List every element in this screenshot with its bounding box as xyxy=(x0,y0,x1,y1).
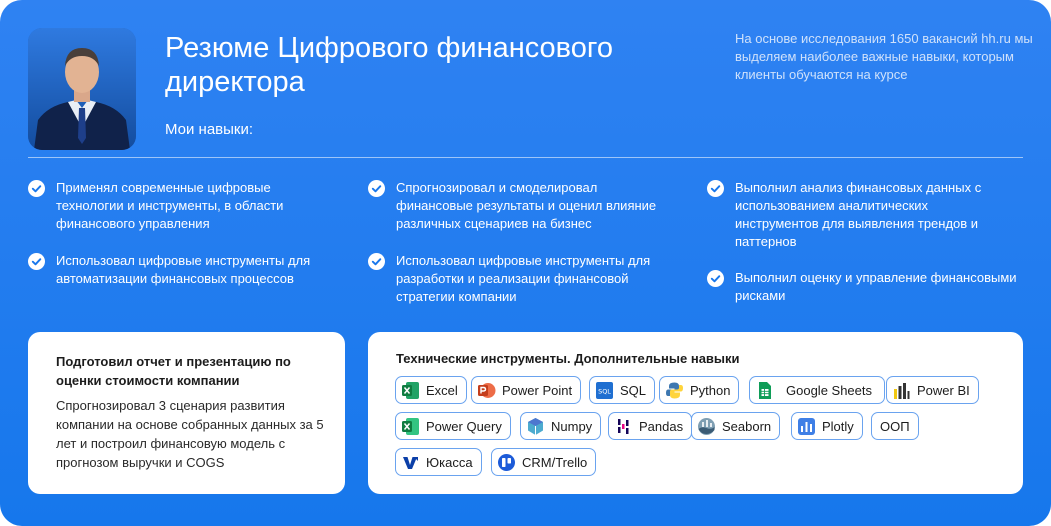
plotly-icon xyxy=(797,417,816,436)
report-panel xyxy=(28,332,345,494)
power-query-icon xyxy=(401,417,420,436)
tool-tag-yookassa xyxy=(395,448,482,476)
check-icon xyxy=(368,180,385,197)
tool-tag-python xyxy=(659,376,739,404)
tool-label: ООП xyxy=(880,418,910,434)
skill-text: Выполнил оценку и управление финансовыми рисками xyxy=(735,270,1017,303)
skill-item xyxy=(368,179,668,233)
page-title: Резюме Цифрового финансового директора xyxy=(165,32,613,98)
tool-label: Python xyxy=(690,382,731,398)
check-icon xyxy=(707,270,724,287)
tool-label: Plotly xyxy=(822,418,854,434)
skill-text: Применял современные цифровые технологии и инструменты, в области финансового управления xyxy=(56,180,284,231)
tool-tag-power-bi xyxy=(886,376,979,404)
skills-label: Мои навыки: xyxy=(165,121,254,138)
skill-item xyxy=(707,179,1007,251)
tool-tag-seaborn xyxy=(691,412,780,440)
tools-title: Технические инструменты. Дополнительные навыки xyxy=(396,351,740,366)
numpy-icon xyxy=(526,417,545,436)
research-note: На основе исследования 1650 вакансий hh.ru мы выделяем наиболее важные навыки, которым клиенты обучаются на курсе xyxy=(735,31,1033,82)
avatar xyxy=(28,28,136,150)
skill-item xyxy=(28,252,328,288)
tool-tag-crm-trello xyxy=(491,448,596,476)
tool-label: Pandas xyxy=(639,418,684,434)
tool-tag-google-sheets xyxy=(749,376,885,404)
sql-icon xyxy=(595,381,614,400)
python-icon xyxy=(665,381,684,400)
tool-label: CRM/Trello xyxy=(522,454,588,470)
check-icon xyxy=(707,180,724,197)
tool-label: SQL xyxy=(620,382,647,398)
tool-label: Seaborn xyxy=(722,418,772,434)
tool-tag-pandas xyxy=(608,412,692,440)
tool-tag-excel xyxy=(395,376,467,404)
tool-label: Юкасса xyxy=(426,454,473,470)
excel-icon xyxy=(401,381,420,400)
check-icon xyxy=(28,253,45,270)
report-text: Спрогнозировал 3 сценария развития компании на основе собранных данных за 5 лет и построил финансовую модель с прогнозом выручки и COGS xyxy=(56,398,324,470)
skill-text: Использовал цифровые инструменты для разработки и реализации финансовой стратегии компании xyxy=(396,253,651,304)
google-sheets-icon xyxy=(755,381,774,400)
powerpoint-icon xyxy=(477,381,496,400)
tool-tag-power-point xyxy=(471,376,581,404)
tool-tag-power-query xyxy=(395,412,511,440)
tool-label: Power Query xyxy=(426,418,502,434)
check-icon xyxy=(368,253,385,270)
tool-label: Excel xyxy=(426,382,458,398)
skill-item xyxy=(707,269,1025,305)
seaborn-icon xyxy=(697,417,716,436)
report-title: Подготовил отчет и презентацию по оценки стоимости компании xyxy=(56,354,291,388)
check-icon xyxy=(28,180,45,197)
svg-text:SQL: SQL xyxy=(598,387,611,395)
skill-text: Выполнил анализ финансовых данных с использованием аналитических инструментов для выявления трендов и паттернов xyxy=(735,180,982,249)
divider xyxy=(28,157,1023,158)
power-bi-icon xyxy=(892,381,911,400)
skill-item xyxy=(28,179,328,233)
tool-tag-plotly xyxy=(791,412,863,440)
tool-label: Power Point xyxy=(502,382,573,398)
trello-icon xyxy=(497,453,516,472)
tool-label: Power BI xyxy=(917,382,970,398)
tool-tag-numpy xyxy=(520,412,601,440)
tools-panel xyxy=(368,332,1023,494)
skill-text: Спрогнозировал и смоделировал финансовые результаты и оценил влияние различных сценариев на бизнес xyxy=(396,180,657,231)
pandas-icon xyxy=(614,417,633,436)
tool-label: Numpy xyxy=(551,418,593,434)
skill-text: Использовал цифровые инструменты для автоматизации финансовых процессов xyxy=(56,253,311,286)
yookassa-icon xyxy=(401,453,420,472)
tool-tag-oop xyxy=(871,412,919,440)
skill-item xyxy=(368,252,668,306)
tool-label: Google Sheets xyxy=(786,382,873,398)
tool-tag-sql xyxy=(589,376,655,404)
